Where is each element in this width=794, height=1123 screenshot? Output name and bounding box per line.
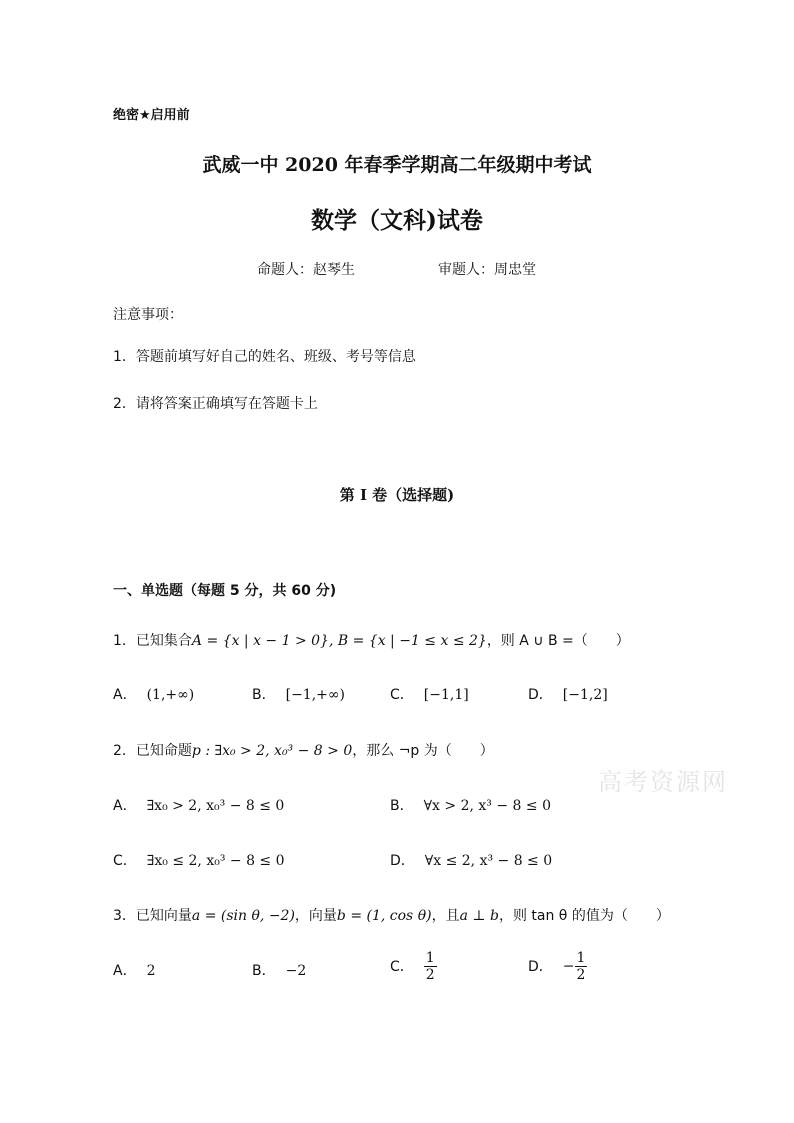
question-1-stem [113, 630, 630, 650]
question-2-option-a [113, 795, 284, 815]
option-label: B． [252, 687, 276, 703]
question-text: ，则 tan θ 的值为（ ） [498, 908, 670, 924]
fraction-numerator: 1 [576, 950, 586, 966]
option-value: ∃x₀ > 2, x₀³ − 8 ≤ 0 [146, 798, 285, 814]
fraction-denominator: 2 [425, 967, 435, 983]
question-text: 1．已知集合 [113, 633, 192, 649]
option-label: D． [390, 853, 415, 869]
option-value: ∀x > 2, x³ − 8 ≤ 0 [423, 798, 551, 814]
option-value: [−1,2] [562, 687, 608, 703]
math-expression: a = (sin θ, −2) [191, 908, 295, 924]
option-value: −2 [285, 963, 307, 979]
option-value: ∀x ≤ 2, x³ − 8 ≤ 0 [424, 853, 553, 869]
question-3-option-d [528, 950, 587, 983]
option-value: − [562, 958, 575, 975]
option-label: B． [390, 798, 414, 814]
question-text: 2．已知命题 [113, 743, 192, 759]
option-label: D． [528, 687, 553, 703]
question-reviewer: 审题人：周忠堂 [438, 262, 536, 278]
question-2-option-c [113, 850, 285, 870]
option-value: (1,+∞) [146, 687, 195, 703]
option-label: B． [252, 963, 276, 979]
question-3-option-a [113, 960, 156, 980]
question-3-stem [113, 905, 670, 925]
question-3-option-c [390, 950, 437, 983]
option-value: [−1,+∞) [285, 687, 346, 703]
math-expression: b = (1, cos θ) [336, 908, 432, 924]
option-value: ∃x₀ ≤ 2, x₀³ − 8 ≤ 0 [146, 853, 285, 869]
option-value: [−1,1] [423, 687, 469, 703]
option-label: C． [113, 853, 137, 869]
question-text: ，那么 ¬p 为（ ） [352, 743, 494, 759]
question-2-option-d [390, 850, 552, 870]
option-label: A． [113, 963, 137, 979]
fraction [424, 950, 437, 983]
part-title: 第 I 卷（选择题) [339, 486, 455, 504]
question-3-option-b [252, 960, 306, 980]
note-item: 1．答题前填写好自己的姓名、班级、考号等信息 [113, 349, 416, 365]
fraction-numerator: 1 [425, 950, 435, 966]
option-label: A． [113, 798, 137, 814]
option-label: D． [528, 958, 553, 975]
section-heading: 一、单选题（每题 5 分，共 60 分) [113, 583, 337, 599]
exam-subtitle: 数学（文科)试卷 [311, 207, 483, 234]
confidential-label: 绝密★启用前 [113, 108, 190, 123]
question-text: ，向量 [294, 908, 337, 924]
question-text: ，则 A ∪ B =（ ） [486, 633, 630, 649]
notes-heading: 注意事项： [113, 307, 183, 323]
question-1-option-b [252, 684, 345, 704]
question-setter: 命题人：赵琴生 [257, 262, 355, 278]
option-label: A． [113, 687, 137, 703]
option-label: C． [390, 687, 414, 703]
question-text: ，且 [431, 908, 460, 924]
option-value: 2 [146, 963, 156, 979]
math-expression: a ⊥ b [459, 908, 499, 924]
question-1-option-c [390, 684, 469, 704]
fraction-denominator: 2 [576, 967, 586, 983]
question-text: 3．已知向量 [113, 908, 192, 924]
fraction [575, 950, 588, 983]
math-expression: A = {x | x − 1 > 0}, B = {x | −1 ≤ x ≤ 2} [191, 633, 487, 649]
question-1-option-a [113, 684, 194, 704]
math-expression: p : ∃x₀ > 2, x₀³ − 8 > 0 [191, 743, 353, 759]
watermark: 高考资源网 [598, 768, 728, 796]
option-label: C． [390, 958, 414, 975]
question-2-option-b [390, 795, 551, 815]
question-1-option-d [528, 684, 608, 704]
exam-title: 武威一中 2020 年春季学期高二年级期中考试 [202, 154, 592, 176]
question-2-stem [113, 740, 494, 760]
note-item: 2．请将答案正确填写在答题卡上 [113, 396, 318, 412]
